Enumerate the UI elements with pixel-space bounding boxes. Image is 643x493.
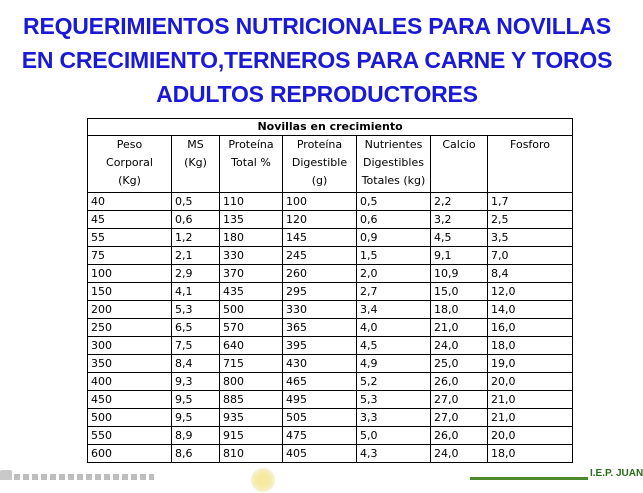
nutrition-table-container xyxy=(87,118,572,463)
column-header-line: Digestible xyxy=(291,156,348,169)
table-cell: 550 xyxy=(88,427,172,445)
table-cell: 2,7 xyxy=(357,283,431,301)
title-line-1: REQUERIMIENTOS NUTRICIONALES PARA NOVILLAS xyxy=(23,13,611,39)
table-cell: 0,6 xyxy=(357,211,431,229)
table-row xyxy=(88,373,573,391)
table-cell: 5,3 xyxy=(357,391,431,409)
table-cell: 810 xyxy=(220,445,283,463)
table-cell: 570 xyxy=(220,319,283,337)
column-header xyxy=(488,136,573,193)
table-cell: 600 xyxy=(88,445,172,463)
footer-building-icon xyxy=(0,470,12,480)
column-header-line: Peso xyxy=(116,138,143,151)
table-row xyxy=(88,283,573,301)
table-cell: 24,0 xyxy=(431,445,488,463)
table-cell: 2,1 xyxy=(172,247,220,265)
table-cell: 500 xyxy=(220,301,283,319)
table-cell: 435 xyxy=(220,283,283,301)
footer-accent-bar xyxy=(470,477,588,480)
table-cell: 27,0 xyxy=(431,409,488,427)
table-cell: 500 xyxy=(88,409,172,427)
table-row xyxy=(88,319,573,337)
table-cell: 21,0 xyxy=(488,391,573,409)
table-cell: 5,0 xyxy=(357,427,431,445)
table-cell: 8,4 xyxy=(488,265,573,283)
title-line-3: ADULTOS REPRODUCTORES xyxy=(156,81,478,107)
column-header-line: Proteína xyxy=(228,138,274,151)
table-cell: 885 xyxy=(220,391,283,409)
table-cell: 495 xyxy=(283,391,357,409)
table-cell: 18,0 xyxy=(488,445,573,463)
table-cell: 295 xyxy=(283,283,357,301)
column-header-line: Total % xyxy=(231,156,271,169)
table-cell: 15,0 xyxy=(431,283,488,301)
table-cell: 800 xyxy=(220,373,283,391)
table-row xyxy=(88,337,573,355)
table-cell: 330 xyxy=(283,301,357,319)
table-cell: 145 xyxy=(283,229,357,247)
table-cell: 465 xyxy=(283,373,357,391)
table-cell: 300 xyxy=(88,337,172,355)
table-cell: 5,3 xyxy=(172,301,220,319)
table-cell: 330 xyxy=(220,247,283,265)
table-cell: 9,3 xyxy=(172,373,220,391)
title-line-2: EN CRECIMIENTO,TERNEROS PARA CARNE Y TOROS xyxy=(21,47,613,73)
table-cell: 3,4 xyxy=(357,301,431,319)
table-cell: 18,0 xyxy=(431,301,488,319)
slide-footer xyxy=(0,466,643,480)
table-row xyxy=(88,355,573,373)
slide-title xyxy=(0,9,634,111)
table-cell: 4,1 xyxy=(172,283,220,301)
table-cell: 8,4 xyxy=(172,355,220,373)
table-cell: 16,0 xyxy=(488,319,573,337)
table-cell: 27,0 xyxy=(431,391,488,409)
column-header xyxy=(357,136,431,193)
table-cell: 6,5 xyxy=(172,319,220,337)
table-cell: 2,0 xyxy=(357,265,431,283)
table-cell: 2,9 xyxy=(172,265,220,283)
table-row xyxy=(88,193,573,211)
footer-faded-text-decoration xyxy=(14,474,154,480)
table-cell: 12,0 xyxy=(488,283,573,301)
table-cell: 2,5 xyxy=(488,211,573,229)
table-cell: 180 xyxy=(220,229,283,247)
table-cell: 200 xyxy=(88,301,172,319)
table-cell: 505 xyxy=(283,409,357,427)
table-row xyxy=(88,427,573,445)
table-cell: 24,0 xyxy=(431,337,488,355)
table-cell: 45 xyxy=(88,211,172,229)
nutrition-table xyxy=(87,118,573,463)
column-header-line: MS xyxy=(187,138,204,151)
table-cell: 135 xyxy=(220,211,283,229)
table-cell: 640 xyxy=(220,337,283,355)
table-cell: 55 xyxy=(88,229,172,247)
table-cell: 935 xyxy=(220,409,283,427)
table-cell: 150 xyxy=(88,283,172,301)
table-cell: 3,2 xyxy=(431,211,488,229)
column-header-line: Totales (kg) xyxy=(361,174,426,187)
table-body xyxy=(88,193,573,463)
table-cell: 7,5 xyxy=(172,337,220,355)
table-cell: 475 xyxy=(283,427,357,445)
table-cell: 0,5 xyxy=(357,193,431,211)
table-cell: 0,6 xyxy=(172,211,220,229)
table-cell: 405 xyxy=(283,445,357,463)
group-header: Novillas en crecimiento xyxy=(88,119,573,136)
table-cell: 4,3 xyxy=(357,445,431,463)
table-cell: 430 xyxy=(283,355,357,373)
table-cell: 5,2 xyxy=(357,373,431,391)
table-row xyxy=(88,409,573,427)
table-cell: 9,1 xyxy=(431,247,488,265)
table-cell: 110 xyxy=(220,193,283,211)
table-cell: 21,0 xyxy=(488,409,573,427)
table-row xyxy=(88,301,573,319)
table-cell: 8,6 xyxy=(172,445,220,463)
table-cell: 4,9 xyxy=(357,355,431,373)
table-row xyxy=(88,445,573,463)
table-cell: 75 xyxy=(88,247,172,265)
table-cell: 20,0 xyxy=(488,373,573,391)
table-cell: 715 xyxy=(220,355,283,373)
column-header xyxy=(220,136,283,193)
table-row xyxy=(88,265,573,283)
table-cell: 370 xyxy=(220,265,283,283)
table-cell: 40 xyxy=(88,193,172,211)
column-header-line: Proteína xyxy=(296,138,343,151)
table-cell: 250 xyxy=(88,319,172,337)
table-cell: 20,0 xyxy=(488,427,573,445)
table-cell: 0,9 xyxy=(357,229,431,247)
table-cell: 395 xyxy=(283,337,357,355)
column-header-line: (Kg) xyxy=(184,156,207,169)
table-cell: 260 xyxy=(283,265,357,283)
table-cell: 26,0 xyxy=(431,427,488,445)
column-header-line: Nutrientes xyxy=(364,138,423,151)
table-cell: 1,2 xyxy=(172,229,220,247)
table-cell: 3,3 xyxy=(357,409,431,427)
table-cell: 915 xyxy=(220,427,283,445)
table-row xyxy=(88,247,573,265)
table-cell: 0,5 xyxy=(172,193,220,211)
table-cell: 8,9 xyxy=(172,427,220,445)
table-cell: 9,5 xyxy=(172,409,220,427)
column-header xyxy=(172,136,220,193)
table-cell: 365 xyxy=(283,319,357,337)
column-header-line: (Kg) xyxy=(118,174,141,187)
table-cell: 2,2 xyxy=(431,193,488,211)
table-cell: 4,0 xyxy=(357,319,431,337)
column-header-line: Fosforo xyxy=(510,138,551,151)
table-cell: 26,0 xyxy=(431,373,488,391)
table-cell: 4,5 xyxy=(431,229,488,247)
column-header xyxy=(431,136,488,193)
table-cell: 400 xyxy=(88,373,172,391)
table-cell: 120 xyxy=(283,211,357,229)
table-cell: 19,0 xyxy=(488,355,573,373)
group-header-row xyxy=(88,119,573,136)
table-cell: 100 xyxy=(283,193,357,211)
table-cell: 350 xyxy=(88,355,172,373)
column-header-line: Corporal xyxy=(106,156,153,169)
table-cell: 21,0 xyxy=(431,319,488,337)
table-cell: 9,5 xyxy=(172,391,220,409)
table-row xyxy=(88,229,573,247)
table-cell: 14,0 xyxy=(488,301,573,319)
table-cell: 1,5 xyxy=(357,247,431,265)
table-cell: 25,0 xyxy=(431,355,488,373)
column-header-line: Calcio xyxy=(442,138,476,151)
table-cell: 100 xyxy=(88,265,172,283)
footer-sun-icon xyxy=(250,467,276,493)
column-header xyxy=(283,136,357,193)
table-row xyxy=(88,391,573,409)
footer-logo-text: I.E.P. JUAN xyxy=(590,468,643,479)
table-cell: 7,0 xyxy=(488,247,573,265)
column-header xyxy=(88,136,172,193)
table-header xyxy=(88,119,573,193)
table-cell: 1,7 xyxy=(488,193,573,211)
table-cell: 450 xyxy=(88,391,172,409)
table-cell: 4,5 xyxy=(357,337,431,355)
table-cell: 3,5 xyxy=(488,229,573,247)
column-header-line: (g) xyxy=(311,174,328,187)
table-cell: 10,9 xyxy=(431,265,488,283)
table-row xyxy=(88,211,573,229)
table-cell: 18,0 xyxy=(488,337,573,355)
column-header-line: Digestibles xyxy=(363,156,424,169)
column-header-row xyxy=(88,136,573,193)
table-cell: 245 xyxy=(283,247,357,265)
